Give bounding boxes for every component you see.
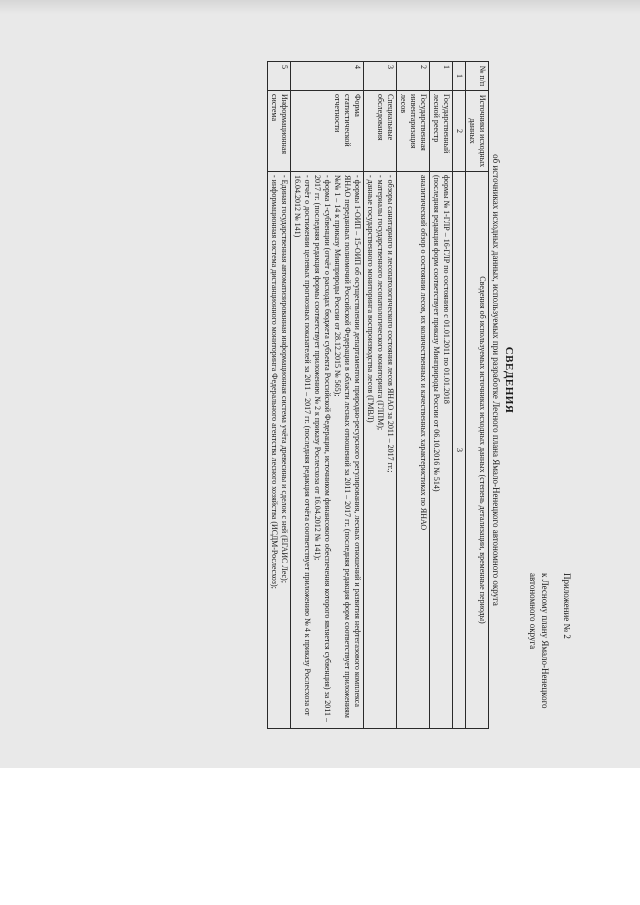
table-row bbox=[430, 62, 453, 729]
appendix-line-1: к Лесному плану Ямало-Ненецкого bbox=[540, 573, 550, 709]
info-line: формы № 1-ГЛР – 16-ГЛР по состоянию с 01.01.2011 по 01.01.2018 bbox=[442, 175, 451, 404]
row-no: 4 bbox=[291, 62, 364, 91]
table-colnum-row bbox=[453, 62, 466, 729]
document-title: СВЕДЕНИЯ bbox=[503, 346, 515, 414]
info-line: аналитический обзор о состоянии лесов, их количественных и качественных характеристиках по ЯНАО bbox=[419, 175, 428, 531]
row-info bbox=[291, 172, 364, 729]
colnum-2: 2 bbox=[453, 91, 466, 172]
colnum-3: 3 bbox=[453, 172, 466, 729]
info-line: - отчёт о достижении целевых прогнозных показателей за 2011 – 2017 гг. (последняя редакция отчёта соответствует приложению № 4 к приказу Рослесхоза от 16.04.2012 № 141) bbox=[293, 175, 312, 716]
table-row bbox=[397, 62, 430, 729]
info-line: - формы 1-ОИП – 15-ОИП об осуществлении департаментом природно-ресурсного регулирования, лесных отношений и развития нефтегазового комплекса ЯНАО переданных полномочий Российской Федерации в области лесных отношений за 2011 – 2017 гг. (последняя редакция форм соответствует приложениям №№ 1 – 14 к приказу Минприроды России от 28.12.2015 № 565); bbox=[333, 175, 362, 718]
row-source: Государственная инвентаризация лесов bbox=[397, 91, 430, 172]
header-info: Сведения об используемых источниках исходных данных (степень детализации, временные периоды) bbox=[466, 172, 489, 729]
document-subtitle: об источниках исходных данных, используемых при разработке Лесного плана Ямало-Ненецкого автономного округа bbox=[491, 154, 501, 606]
row-source: Специальные обследования bbox=[364, 91, 397, 172]
table-header-row bbox=[466, 62, 489, 729]
info-line: - форма 1-субвенции (отчёт о расходах бюджета субъекта Российской Федерации, источником финансового обеспечения которого является субвенция) за 2011 – 2017 гг. (последняя редакция формы соответствует приложению № 2 к приказу Рослесхоза от 16.04.2012 № 141); bbox=[313, 175, 332, 723]
info-line: (последняя редакция форм соответствует приказу Минприроды России от 06.10.2016 № 514) bbox=[432, 175, 441, 492]
row-no: 5 bbox=[268, 62, 291, 91]
colnum-1: 1 bbox=[453, 62, 466, 91]
document-sheet bbox=[65, 21, 575, 739]
document-heading bbox=[491, 21, 515, 739]
row-info bbox=[268, 172, 291, 729]
row-info bbox=[430, 172, 453, 729]
appendix-line-2: автономного округа bbox=[528, 573, 538, 650]
table-row bbox=[364, 62, 397, 729]
row-info bbox=[364, 172, 397, 729]
row-info bbox=[397, 172, 430, 729]
info-line: - материалы государственного лесопатологического мониторинга (ГЛПМ); bbox=[376, 175, 385, 431]
info-line: - информационная система дистанционного мониторинга Федерального агентства лесного хозяйства (ИСДМ-Рослесхоз); bbox=[270, 175, 279, 589]
info-line: - данные государственного мониторинга воспроизводства лесов (ГМВЛ) bbox=[366, 175, 375, 423]
sources-table bbox=[267, 61, 489, 729]
scan-edge bbox=[0, 0, 640, 14]
row-no: 2 bbox=[397, 62, 430, 91]
row-source: Форма статистической отчетности bbox=[291, 91, 364, 172]
row-no: 3 bbox=[364, 62, 397, 91]
row-source: Государственный лесной реестр bbox=[430, 91, 453, 172]
row-no: 1 bbox=[430, 62, 453, 91]
appendix-block bbox=[527, 573, 573, 713]
table-row bbox=[291, 62, 364, 729]
header-source: Источники исходных данных bbox=[466, 91, 489, 172]
header-no: № п/п bbox=[466, 62, 489, 91]
row-source: Информационная система bbox=[268, 91, 291, 172]
info-line: - обзоры санитарного и лесопатологического состояния лесов ЯНАО за 2011 – 2017 гг.; bbox=[386, 175, 395, 473]
table-row bbox=[268, 62, 291, 729]
appendix-title: Приложение № 2 bbox=[562, 573, 572, 639]
info-line: - Единая государственная автоматизированная информационная система учёта древесины и сделок с ней (ЕГАИС Лес); bbox=[280, 175, 289, 583]
